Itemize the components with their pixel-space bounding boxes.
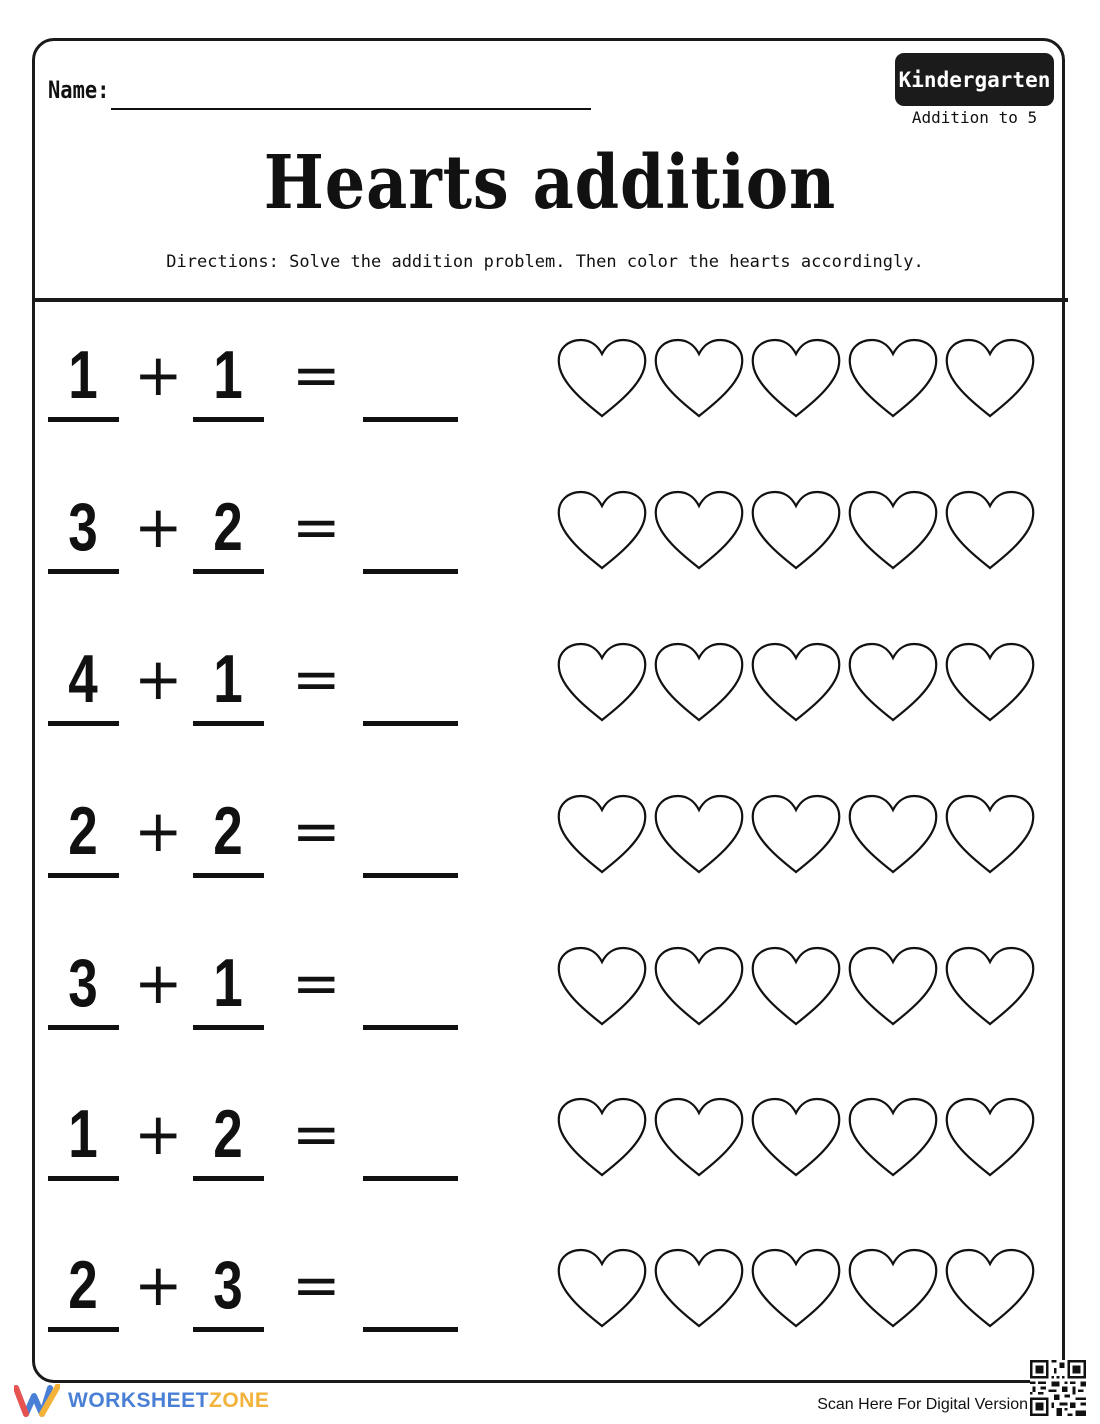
- heart-icon[interactable]: [652, 640, 746, 724]
- heart-icon[interactable]: [555, 792, 649, 876]
- addend-2-underline: [193, 1327, 264, 1332]
- addend-1: 2: [68, 1247, 98, 1323]
- addend-1: 2: [68, 793, 98, 869]
- hearts-row: [555, 944, 1035, 1028]
- heart-icon[interactable]: [652, 1095, 746, 1179]
- heart-icon[interactable]: [555, 336, 649, 420]
- heart-icon[interactable]: [749, 640, 843, 724]
- problem-row: [0, 945, 1100, 1068]
- heart-icon[interactable]: [749, 944, 843, 1028]
- qr-code-icon[interactable]: [1030, 1360, 1086, 1416]
- brand-name-part2: ZONE: [209, 1389, 270, 1412]
- answer-blank: [363, 417, 458, 422]
- plus-sign: +: [134, 1251, 183, 1319]
- equals-sign: =: [292, 493, 341, 561]
- heart-icon[interactable]: [555, 640, 649, 724]
- addend-2: 2: [213, 1096, 243, 1172]
- addend-1-underline: [48, 417, 119, 422]
- addend-1-underline: [48, 1176, 119, 1181]
- addend-2-underline: [193, 569, 264, 574]
- answer-blank: [363, 569, 458, 574]
- heart-icon[interactable]: [555, 1246, 649, 1330]
- addend-2: 2: [213, 489, 243, 565]
- brand-name-part1: WORKSHEET: [68, 1389, 209, 1412]
- problem-row: [0, 1247, 1100, 1370]
- plus-sign: +: [134, 797, 183, 865]
- plus-sign: +: [134, 341, 183, 409]
- answer-blank: [363, 721, 458, 726]
- worksheet-title: Hearts addition: [263, 140, 837, 226]
- answer-blank: [363, 1176, 458, 1181]
- heart-icon[interactable]: [943, 640, 1037, 724]
- heart-icon[interactable]: [943, 488, 1037, 572]
- grade-badge: Kindergarten: [895, 53, 1054, 106]
- problem-row: [0, 1096, 1100, 1219]
- addend-1-underline: [48, 1327, 119, 1332]
- addend-1: 1: [68, 1096, 98, 1172]
- addend-2: 1: [213, 945, 243, 1021]
- heart-icon[interactable]: [943, 944, 1037, 1028]
- heart-icon[interactable]: [749, 1246, 843, 1330]
- brand-logo: [14, 1384, 269, 1418]
- equals-sign: =: [292, 797, 341, 865]
- heart-icon[interactable]: [943, 336, 1037, 420]
- heart-icon[interactable]: [749, 488, 843, 572]
- equals-sign: =: [292, 949, 341, 1017]
- plus-sign: +: [134, 1100, 183, 1168]
- addend-1: 3: [68, 945, 98, 1021]
- addend-2: 2: [213, 793, 243, 869]
- equals-sign: =: [292, 1100, 341, 1168]
- answer-blank: [363, 1025, 458, 1030]
- equals-sign: =: [292, 1251, 341, 1319]
- addend-2: 1: [213, 337, 243, 413]
- heart-icon[interactable]: [846, 792, 940, 876]
- hearts-row: [555, 488, 1035, 572]
- addend-1: 4: [68, 641, 98, 717]
- plus-sign: +: [134, 493, 183, 561]
- heart-icon[interactable]: [652, 336, 746, 420]
- heart-icon[interactable]: [846, 488, 940, 572]
- heart-icon[interactable]: [652, 488, 746, 572]
- heart-icon[interactable]: [943, 1095, 1037, 1179]
- addend-2-underline: [193, 1176, 264, 1181]
- addend-2: 3: [213, 1247, 243, 1323]
- heart-icon[interactable]: [846, 944, 940, 1028]
- header-divider: [32, 298, 1068, 302]
- heart-icon[interactable]: [846, 336, 940, 420]
- addend-1-underline: [48, 1025, 119, 1030]
- heart-icon[interactable]: [749, 1095, 843, 1179]
- hearts-row: [555, 640, 1035, 724]
- addend-1-underline: [48, 873, 119, 878]
- hearts-row: [555, 1246, 1035, 1330]
- heart-icon[interactable]: [652, 1246, 746, 1330]
- heart-icon[interactable]: [943, 1246, 1037, 1330]
- problem-row: [0, 337, 1100, 460]
- addend-2-underline: [193, 721, 264, 726]
- heart-icon[interactable]: [846, 1246, 940, 1330]
- heart-icon[interactable]: [749, 792, 843, 876]
- equals-sign: =: [292, 341, 341, 409]
- grade-subtitle: Addition to 5: [911, 108, 1038, 127]
- plus-sign: +: [134, 949, 183, 1017]
- problem-row: [0, 641, 1100, 764]
- addend-1: 3: [68, 489, 98, 565]
- plus-sign: +: [134, 645, 183, 713]
- brand-mark-icon: [14, 1384, 60, 1418]
- answer-blank: [363, 1327, 458, 1332]
- heart-icon[interactable]: [555, 944, 649, 1028]
- scan-text: Scan Here For Digital Version: [817, 1396, 1028, 1413]
- hearts-row: [555, 792, 1035, 876]
- addend-2-underline: [193, 417, 264, 422]
- brand-name: [68, 1389, 269, 1413]
- addend-2: 1: [213, 641, 243, 717]
- answer-blank: [363, 873, 458, 878]
- problem-row: [0, 489, 1100, 612]
- addend-1: 1: [68, 337, 98, 413]
- directions-text: Directions: Solve the addition problem. Then color the hearts accordingly.: [166, 252, 924, 272]
- hearts-row: [555, 1095, 1035, 1179]
- hearts-row: [555, 336, 1035, 420]
- heart-icon[interactable]: [652, 944, 746, 1028]
- heart-icon[interactable]: [555, 488, 649, 572]
- heart-icon[interactable]: [555, 1095, 649, 1179]
- problem-row: [0, 793, 1100, 916]
- heart-icon[interactable]: [943, 792, 1037, 876]
- equals-sign: =: [292, 645, 341, 713]
- addend-2-underline: [193, 873, 264, 878]
- addend-1-underline: [48, 569, 119, 574]
- name-line: [111, 108, 591, 110]
- heart-icon[interactable]: [652, 792, 746, 876]
- heart-icon[interactable]: [749, 336, 843, 420]
- addend-1-underline: [48, 721, 119, 726]
- addend-2-underline: [193, 1025, 264, 1030]
- heart-icon[interactable]: [846, 1095, 940, 1179]
- name-label: Name:: [48, 76, 110, 104]
- heart-icon[interactable]: [846, 640, 940, 724]
